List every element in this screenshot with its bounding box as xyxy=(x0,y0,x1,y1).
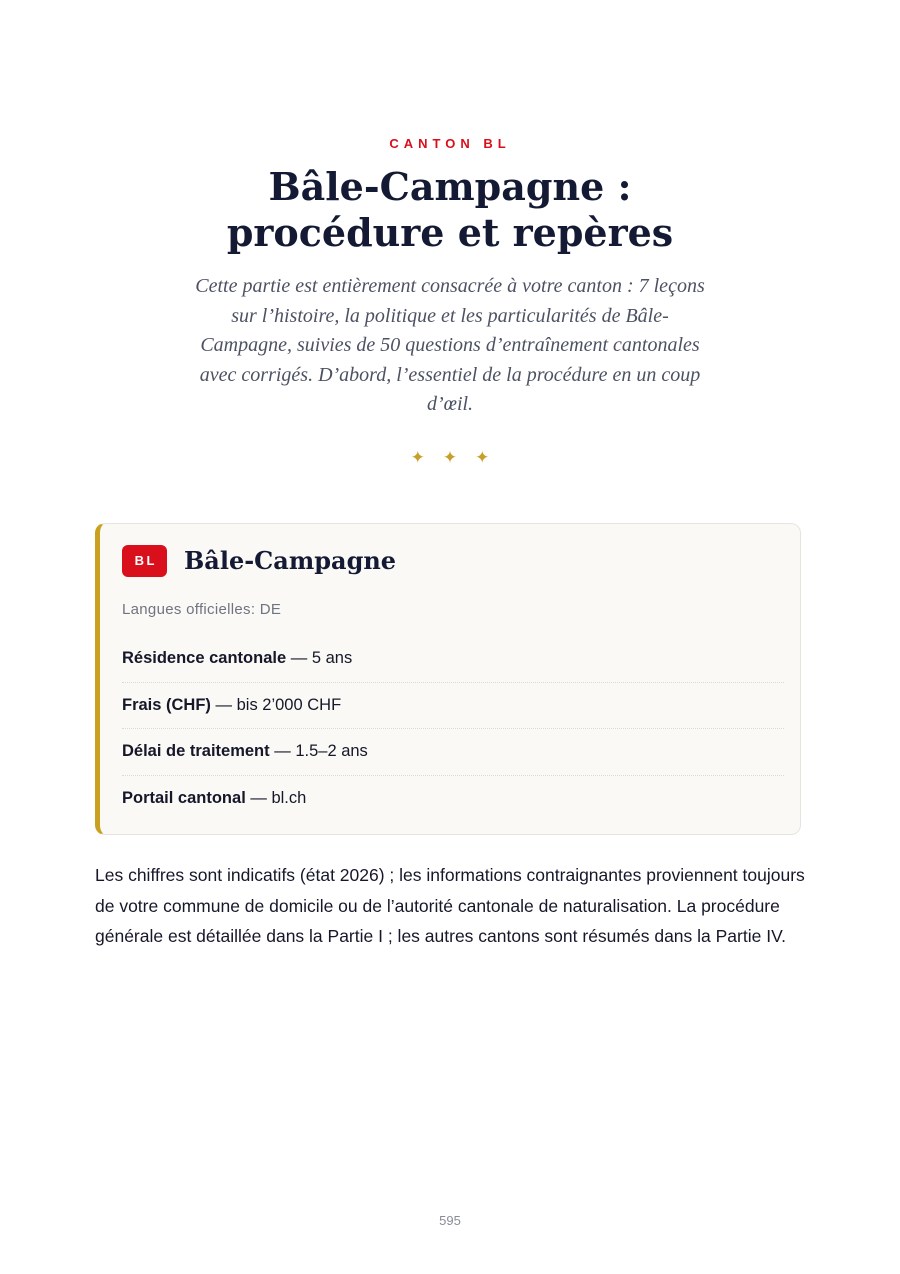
fact-label: Portail cantonal xyxy=(122,788,246,807)
cantonal-portal-link[interactable]: bl.ch xyxy=(271,788,307,807)
fact-row xyxy=(122,683,784,730)
facts-list xyxy=(122,636,784,821)
intro-paragraph: Cette partie est entièrement consacrée à votre canton : 7 leçons sur l’histoire, la politique et les particularités de Bâle-Campagne, suivies de 50 questions d’entraînement cantonales avec corrigés. D’abord, l’essentiel de la procédure en un coup d’œil. xyxy=(195,275,705,415)
fact-row xyxy=(122,729,784,776)
ornament-divider: ✦✦✦ xyxy=(410,448,508,467)
page-title-line-1: Bâle-Campagne : xyxy=(268,164,632,209)
fact-separator: — xyxy=(290,649,308,667)
official-languages: Langues officielles: DE xyxy=(122,601,282,618)
body-paragraph: Les chiffres sont indicatifs (état 2026) ; les informations contraignantes proviennent toujours de votre commune de domicile ou de l’autorité cantonale de naturalisation. La procédure générale est détaillée dans la Partie I ; les autres cantons sont résumés dans la Partie IV. xyxy=(95,865,805,946)
page-number: 595 xyxy=(439,1213,461,1228)
canton-badge: BL xyxy=(122,545,167,577)
fact-row xyxy=(122,776,784,822)
fact-label: Délai de traitement xyxy=(122,742,270,760)
page-title xyxy=(0,164,900,256)
fact-value: 5 ans xyxy=(311,649,353,667)
fact-row xyxy=(122,636,784,683)
fact-value: 1.5–2 ans xyxy=(295,742,368,760)
fact-label: Résidence cantonale xyxy=(122,649,287,667)
canton-name: Bâle-Campagne xyxy=(184,546,397,575)
canton-card xyxy=(95,523,801,835)
fact-value: bis 2’000 CHF xyxy=(236,695,342,714)
fact-separator: — xyxy=(250,788,267,807)
fact-separator: — xyxy=(274,742,291,760)
page-title-line-2: procédure et repères xyxy=(226,210,674,255)
fact-separator: — xyxy=(215,695,233,714)
fact-label: Frais (CHF) xyxy=(122,695,211,714)
section-kicker: CANTON BL xyxy=(389,136,511,151)
